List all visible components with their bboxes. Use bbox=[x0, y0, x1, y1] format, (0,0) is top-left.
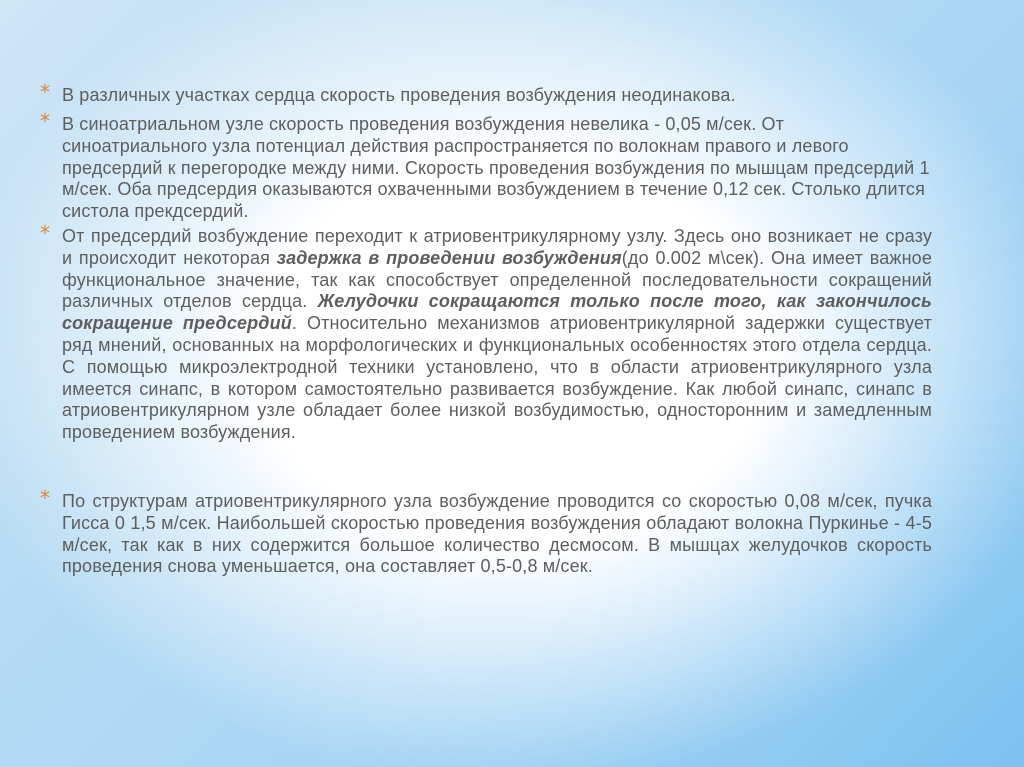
paragraph-text: В различных участках сердца скорость проведения возбуждения неодинакова. bbox=[62, 85, 736, 105]
paragraph-text bbox=[62, 226, 932, 444]
paragraph-2 bbox=[40, 109, 940, 223]
asterisk-bullet-icon: * bbox=[40, 80, 50, 104]
text-run: . Относительно механизмов атриовентрикулярной задержки существует ряд мнений, основанных на морфологических и функциональных особенностях этого отдела сердца. С помощью микроэлектродной техники установлено, что в области атриовентрикулярного узла имеется синапс, в котором самостоятельно развивается возбуждение. Как любой синапс, синапс в атриовентрикулярном узле обладает более низкой возбудимостью, односторонним и замедленным проведением возбуждения. bbox=[62, 313, 932, 443]
paragraph-text: В синоатриальном узле скорость проведения возбуждения невелика - 0,05 м/сек. От синоатриального узла потенциал действия распространяется по волокнам правого и левого предсердий к перегородке между ними. Скорость проведения возбуждения по мышцам предсердий 1 м/сек. Оба предсердия оказываются охваченными возбуждением в течение 0,12 сек. Столько длится систола прекдсердий. bbox=[62, 114, 930, 222]
text-run: От предсердий возбуждение переходит к атриовентрикулярному узлу. Здесь оно возникает не сразу и происходит некоторая bbox=[62, 226, 932, 268]
asterisk-bullet-icon: * bbox=[40, 109, 50, 133]
paragraph-3 bbox=[40, 221, 940, 444]
asterisk-bullet-icon: * bbox=[40, 486, 50, 510]
emphasis-delay: задержка в проведении возбуждения bbox=[276, 247, 622, 268]
paragraph-4 bbox=[40, 486, 940, 578]
text-run: (до 0.002 м\сек). Она имеет важное функциональное значение, так как способствует определенной последовательности сокращений различных отделов сердца. bbox=[62, 247, 932, 312]
paragraph-text: По структурам атриовентрикулярного узла возбуждение проводится со скоростью 0,08 м/сек, пучка Гисса 0 1,5 м/сек. Наибольшей скоростью проведения возбуждения обладают волокна Пуркинье - 4-5 м/сек, так как в них содержится большое количество десмосом. В мышцах желудочков скорость проведения снова уменьшается, она составляет 0,5-0,8 м/сек. bbox=[62, 491, 932, 577]
paragraph-1 bbox=[40, 80, 940, 107]
asterisk-bullet-icon: * bbox=[40, 221, 50, 245]
emphasis-ventricles: Желудочки сокращаются только после того, как закончилось сокращение предсердий bbox=[62, 291, 932, 334]
